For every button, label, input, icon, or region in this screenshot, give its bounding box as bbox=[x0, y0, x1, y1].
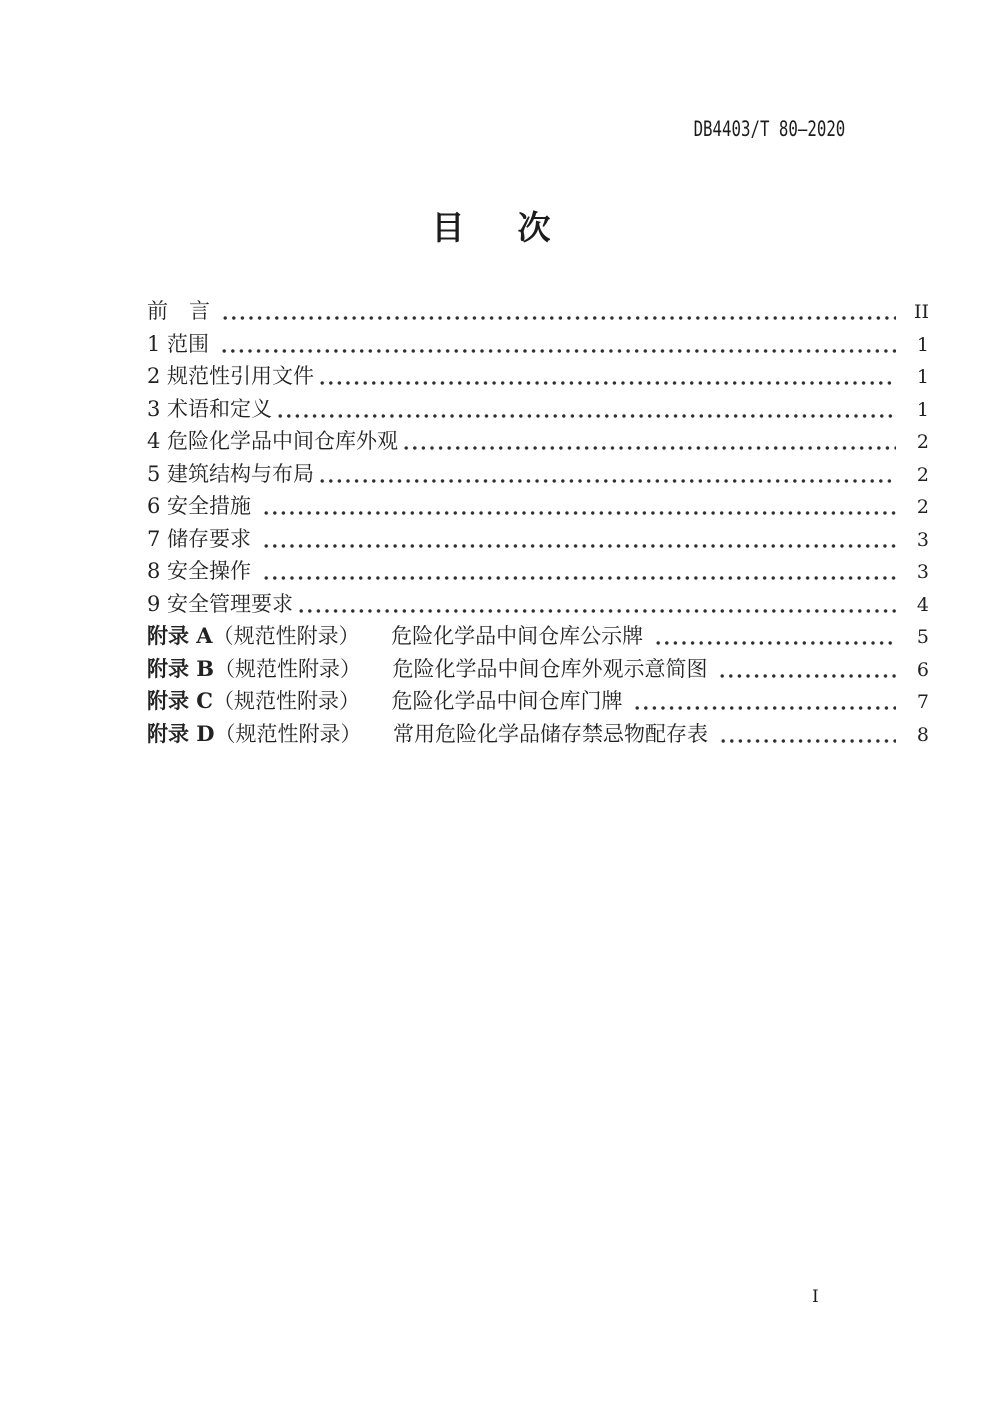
toc-entry-page-number: 5 bbox=[916, 626, 929, 648]
toc-entry-label: 8 安全操作 bbox=[147, 559, 258, 583]
toc-entry-label: （规范性附录） 危险化学品中间仓库公示牌 bbox=[212, 624, 650, 648]
toc-dot-leader bbox=[278, 414, 896, 418]
toc-dot-leader bbox=[299, 609, 896, 613]
footer-page-number: I bbox=[812, 1287, 819, 1307]
toc-dot-leader bbox=[222, 349, 896, 353]
toc-entry-prefix: 附录 D bbox=[147, 720, 215, 746]
toc-entry-building-structure bbox=[147, 458, 929, 491]
toc-entry-warehouse-appearance bbox=[147, 425, 929, 458]
toc-entry-page-number: 3 bbox=[916, 561, 929, 583]
toc-entry-scope bbox=[147, 328, 929, 361]
toc-entry-label: （规范性附录） 危险化学品中间仓库外观示意简图 bbox=[214, 656, 715, 681]
toc-entry-appendix-d bbox=[147, 718, 929, 751]
toc-entry-label: （规范性附录） 危险化学品中间仓库门牌 bbox=[213, 689, 630, 713]
toc-entry-prefix: 附录 A bbox=[147, 623, 213, 648]
toc-entry-label: 5 建筑结构与布局 bbox=[147, 461, 315, 486]
toc-entry-page-number: 2 bbox=[916, 463, 929, 486]
toc-entry-label: 7 储存要求 bbox=[147, 526, 258, 551]
toc-entry-label: 4 危险化学品中间仓库外观 bbox=[147, 429, 399, 453]
toc-dot-leader bbox=[264, 544, 896, 548]
toc-entry-page-number: 2 bbox=[916, 431, 929, 453]
toc-entry-label: 9 安全管理要求 bbox=[147, 591, 294, 616]
toc-dot-leader bbox=[223, 316, 896, 320]
toc-entry-page-number: 1 bbox=[916, 366, 929, 388]
toc-entry-safe-operation bbox=[147, 555, 929, 588]
toc-entry-page-number: 8 bbox=[916, 723, 929, 746]
toc-entry-storage-requirements bbox=[147, 523, 929, 556]
toc-entry-page-number: 2 bbox=[916, 496, 929, 518]
toc-entry-page-number: II bbox=[913, 301, 929, 323]
table-of-contents bbox=[147, 295, 929, 750]
standard-code: DB4403/T 80—2020 bbox=[693, 117, 845, 141]
toc-entry-label: 前 言 bbox=[147, 299, 217, 323]
toc-entry-label: 2 规范性引用文件 bbox=[147, 364, 315, 388]
toc-entry-appendix-b bbox=[147, 653, 929, 686]
toc-entry-label: 3 术语和定义 bbox=[147, 396, 273, 421]
toc-dot-leader bbox=[264, 511, 896, 515]
toc-dot-leader bbox=[656, 641, 896, 645]
toc-entry-prefix: 附录 B bbox=[147, 655, 215, 681]
toc-entry-page-number: 6 bbox=[916, 658, 929, 681]
toc-entry-terms-definitions bbox=[147, 393, 929, 426]
toc-entry-page-number: 1 bbox=[916, 398, 929, 421]
toc-dot-leader bbox=[721, 739, 896, 743]
toc-entry-safety-measures bbox=[147, 490, 929, 523]
toc-entry-page-number: 4 bbox=[916, 593, 929, 616]
toc-entry-foreword bbox=[147, 295, 929, 328]
toc-entry-normative-references bbox=[147, 360, 929, 393]
toc-dot-leader bbox=[320, 479, 896, 483]
toc-dot-leader bbox=[720, 674, 896, 678]
toc-entry-label: （规范性附录） 常用危险化学品储存禁忌物配存表 bbox=[214, 721, 715, 746]
toc-entry-appendix-a bbox=[147, 620, 929, 653]
toc-dot-leader bbox=[404, 446, 896, 450]
toc-dot-leader bbox=[320, 381, 896, 385]
toc-entry-prefix: 附录 C bbox=[147, 688, 214, 713]
toc-entry-safety-management bbox=[147, 588, 929, 621]
toc-dot-leader bbox=[264, 576, 896, 580]
toc-entry-page-number: 3 bbox=[916, 528, 929, 551]
page-title: 目 次 bbox=[431, 208, 561, 247]
toc-entry-label: 1 范围 bbox=[147, 331, 216, 356]
toc-entry-appendix-c bbox=[147, 685, 929, 718]
toc-entry-label: 6 安全措施 bbox=[147, 494, 258, 518]
toc-dot-leader bbox=[635, 706, 896, 710]
toc-entry-page-number: 1 bbox=[916, 333, 929, 356]
toc-entry-page-number: 7 bbox=[916, 691, 929, 713]
